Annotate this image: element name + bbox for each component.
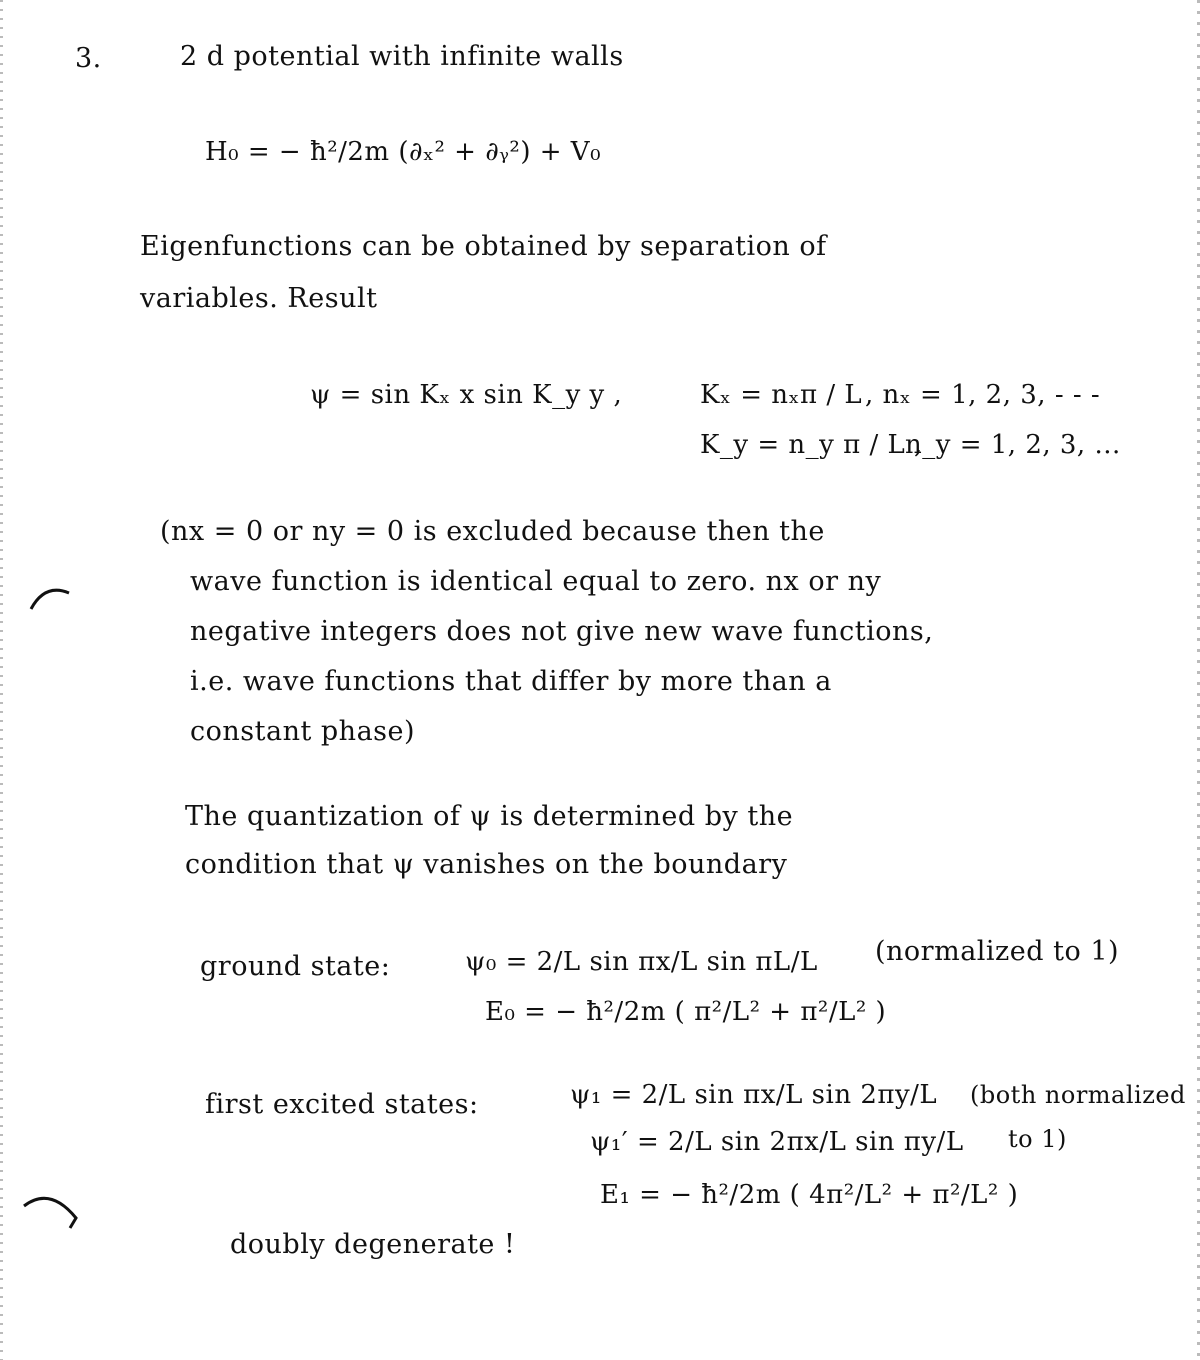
quantization-line-1: The quantization of ψ is determined by the	[185, 801, 794, 832]
excited-states-label: first excited states:	[205, 1089, 479, 1120]
ground-state-wavefunction: ψ₀ = 2/L sin πx/L sin πL/L	[465, 947, 818, 977]
quantization-line-2: condition that ψ vanishes on the boundary	[185, 849, 788, 880]
punch-hole-arc-top	[25, 575, 75, 615]
nx-range: , nₓ = 1, 2, 3, - - -	[865, 380, 1101, 410]
note-line-5: constant phase)	[190, 716, 416, 747]
ground-state-label: ground state:	[200, 951, 391, 982]
excited-wavefunction-2: ψ₁′ = 2/L sin 2πx/L sin πy/L	[590, 1127, 964, 1157]
ny-range: n_y = 1, 2, 3, ...	[905, 430, 1121, 460]
ground-state-energy: E₀ = − ħ²/2m ( π²/L² + π²/L² )	[485, 997, 887, 1027]
psi-general-equation: ψ = sin Kₓ x sin K_y y ,	[310, 380, 623, 410]
kx-definition: Kₓ = nₓπ / L	[700, 380, 863, 410]
problem-number: 3.	[75, 43, 102, 74]
note-line-3: negative integers does not give new wave functions,	[190, 616, 934, 647]
note-line-4: i.e. wave functions that differ by more than a	[190, 666, 832, 697]
scan-edge-left	[0, 0, 3, 1360]
intro-line-2: variables. Result	[140, 283, 378, 314]
punch-hole-arc-bottom	[20, 1188, 80, 1238]
excited-normalization-note-1: (both normalized	[970, 1081, 1186, 1109]
intro-line-1: Eigenfunctions can be obtained by separation of	[140, 231, 827, 262]
problem-title: 2 d potential with infinite walls	[180, 41, 624, 72]
ky-definition: K_y = n_y π / L ,	[700, 430, 923, 460]
degeneracy-note: doubly degenerate !	[230, 1229, 516, 1260]
ground-state-normalization-note: (normalized to 1)	[875, 936, 1120, 967]
note-line-2: wave function is identical equal to zero. nx or ny	[190, 566, 882, 597]
excited-state-energy: E₁ = − ħ²/2m ( 4π²/L² + π²/L² )	[600, 1180, 1019, 1210]
hamiltonian-equation: H₀ = − ħ²/2m (∂ₓ² + ∂ᵧ²) + V₀	[205, 137, 602, 167]
excited-normalization-note-2: to 1)	[1008, 1125, 1067, 1153]
note-line-1: (nx = 0 or ny = 0 is excluded because then the	[160, 516, 825, 547]
excited-wavefunction-1: ψ₁ = 2/L sin πx/L sin 2πy/L	[570, 1080, 938, 1110]
